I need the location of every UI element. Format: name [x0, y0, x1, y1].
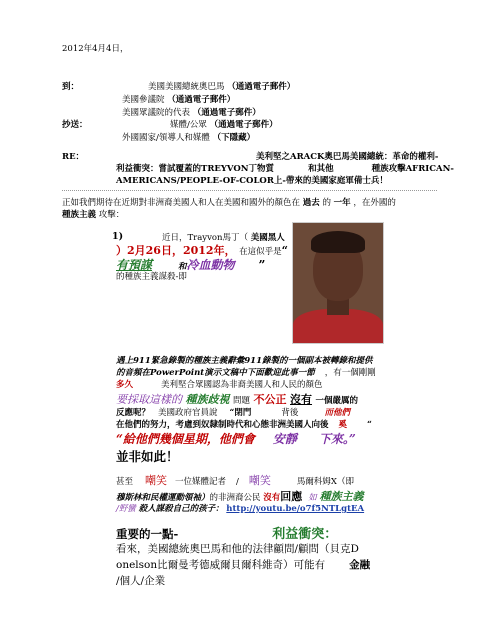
- youtube-link[interactable]: http://youtu.be/o7f5NTLgtEA: [226, 504, 365, 514]
- to-line-3: 美國眾議院的代表 （通過電子郵件）: [122, 108, 261, 118]
- item-number: 1): [112, 231, 124, 242]
- item1-line-4: 的種族主義謀殺-即: [116, 272, 187, 282]
- para4-line-4: /個人/企業: [116, 575, 166, 587]
- para2-line-8: 並非如此！: [116, 449, 179, 464]
- letter-date: 2012年4月4日，: [62, 44, 129, 54]
- para2-line-4: 要採取這樣的 種族歧視 問題 不公正 沒有 一個嚴厲的: [116, 393, 359, 406]
- re-label: RE：: [62, 152, 85, 162]
- para2-line-2: 的音頻在PowerPoint演示文稿中下面歡迎此事一節 ，有一個剛剛: [116, 368, 376, 378]
- para4-line-2: 看來，美國總統奧巴馬和他的法律顧問/顧問（貝克D: [116, 543, 359, 555]
- para3-line-2: 穆斯林和民權運動領袖）的非洲裔公民 沒有回應 如 種族主義: [116, 490, 364, 503]
- para2-line-1: 遇上911緊急錄製的種族主義辭彙911錄製的一個副本被轉錄和提供: [116, 356, 373, 366]
- item1-line-2: ）2月26日，2012年， 在這似乎是“: [116, 244, 288, 257]
- re-line-2: 利益衝突：嘗試覆蓋的TREYVON丁物質 和其他 種族攻擊AFRICAN-: [116, 164, 454, 174]
- intro-line-1: 正如我們期待在近期對非洲裔美國人和人在美國和國外的顏色在 過去 的 一年 ，在外國的: [62, 198, 396, 208]
- cc-label: 抄送：: [62, 120, 88, 130]
- para2-line-5: 反應呢？ 美國政府官員說 “閉門 背後 而他們: [116, 408, 350, 418]
- intro-line-2: 種族主義 攻擊：: [62, 210, 125, 220]
- re-line-1: 美利堅之ARACK奧巴馬美國總統：革命的權利-: [256, 152, 439, 162]
- divider: [62, 190, 437, 191]
- para2-line-3: 多久 美利堅合眾國認為非裔美國人和人民的顏色: [116, 380, 323, 390]
- trayvon-photo: [292, 222, 384, 344]
- cc-line-1: 媒體/公眾 （通過電子郵件）: [170, 120, 278, 130]
- to-line-1: 美國美國總統奧巴馬 （通過電子郵件）: [148, 82, 296, 92]
- para4-line-1: 重要的一點- 利益衝突：: [116, 527, 338, 542]
- para4-line-3: onelson比爾曼考德威爾貝爾科維奇）可能有 金融: [116, 559, 371, 571]
- to-line-2: 美國參議院 （通過電子郵件）: [122, 95, 236, 105]
- para2-line-6: 在他們的努力，考慮到奴隸制時代和心態非洲美國人向後 奚 “: [116, 420, 372, 430]
- para2-line-7: “給他們幾個星期，他們會 安靜 下來。”: [116, 432, 356, 446]
- to-label: 到：: [62, 82, 80, 92]
- para3-line-3: /野蠻 殺人謀殺自己的孩子： http://youtu.be/o7f5NTLgtEA: [116, 504, 365, 514]
- item1-line-3: 有預謀 和冷血動物 ”: [116, 258, 266, 272]
- para3-line-1: 甚至 嘲笑 一位媒體記者 / 嘲笑 馬爾科姆X（即: [116, 474, 354, 487]
- cc-line-2: 外國國家/領導人和媒體 （下隱藏）: [122, 133, 256, 143]
- re-line-3: AMERICANS/PEOPLE-OF-COLOR上-帶來的美國家庭軍備士兵！: [116, 176, 388, 186]
- item1-line-1: 近日，Trayvon馬丁（ 美國黑人: [162, 233, 285, 243]
